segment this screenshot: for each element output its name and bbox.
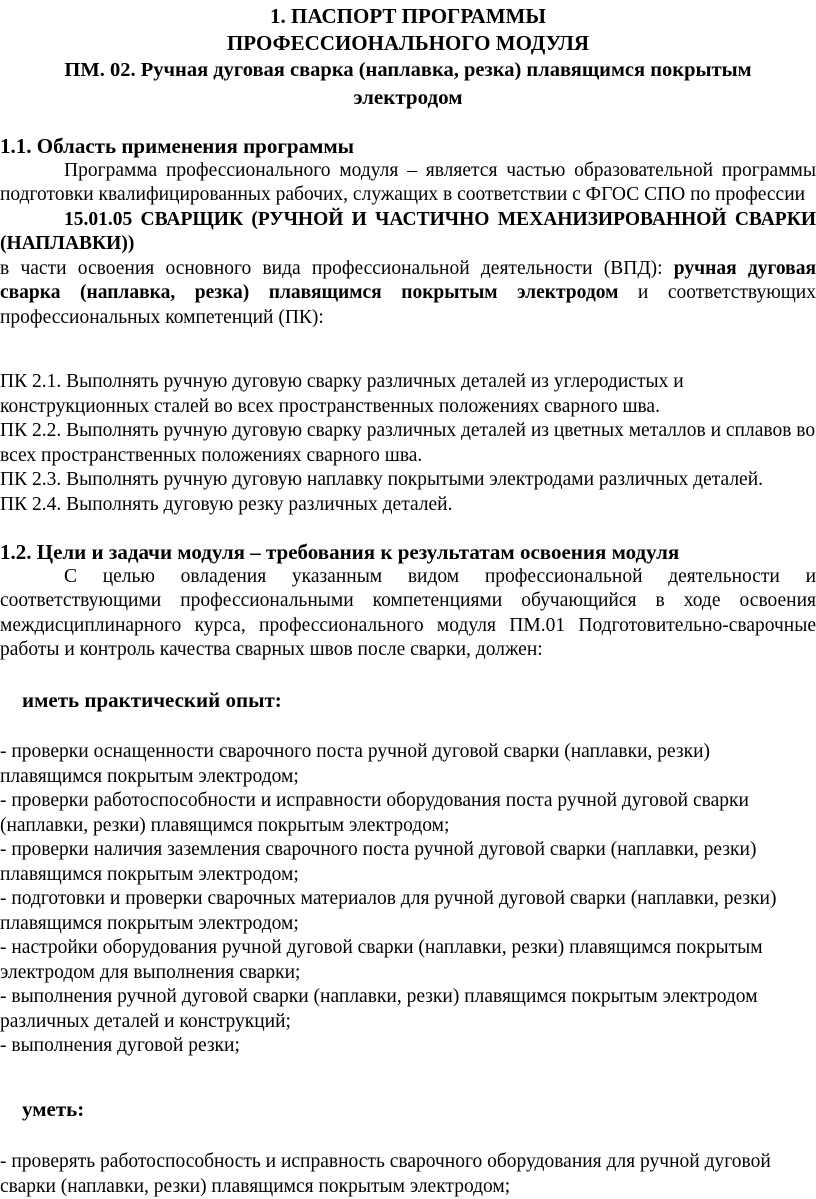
experience-item: - проверки работоспособности и исправности оборудования поста ручной дуговой сварки (наплавки, резки) плавящимся покрытым электродом; (0, 790, 749, 836)
skills-list (0, 1150, 816, 1199)
section-1-2-paragraph: С целью овладения указанным видом профессиональной деятельности и соответствующими профессиональными компетенциями обучающийся в ходе освоения междисциплинарного курса, профессионального модуля ПМ.01 Подготовительно-сварочные работы и контроль качества сварных швов после сварки, должен: (0, 565, 816, 660)
skills-heading: уметь: (22, 1097, 85, 1121)
pk-item: ПК 2.4. Выполнять дуговую резку различных деталей. (0, 493, 453, 515)
title-line-3: ПМ. 02. Ручная дуговая сварка (наплавка, резка) плавящимся покрытым (64, 59, 752, 81)
vpd-text-bold: ручная дуговая сварка (наплавка, резка) плавящимся покрытым электродом (0, 257, 816, 303)
pk-item: ПК 2.3. Выполнять ручную дуговую наплавку покрытыми электродами различных деталей. (0, 469, 764, 490)
experience-list (0, 740, 816, 1059)
vpd-text-post: и соответствующих профессиональных компетенций (ПК): (0, 282, 816, 328)
section-1-1 (0, 134, 816, 330)
profession-name: 15.01.05 СВАРЩИК (РУЧНОЙ И ЧАСТИЧНО МЕХАНИЗИРОВАННОЙ СВАРКИ (НАПЛАВКИ)) (0, 208, 816, 254)
experience-item: - подготовки и проверки сварочных материалов для ручной дуговой сварки (наплавки, резки) плавящимся покрытым электродом; (0, 888, 777, 934)
pk-item: ПК 2.2. Выполнять ручную дуговую сварку различных деталей из цветных металлов и сплавов во всех пространственных положениях сварного шва. (0, 420, 816, 466)
section-1-1-heading: 1.1. Область применения программы (0, 134, 355, 158)
experience-heading: иметь практический опыт: (22, 688, 282, 712)
vpd-text-pre: в части освоения основного вида профессиональной деятельности (ВПД): (0, 257, 674, 279)
experience-item: - выполнения ручной дуговой сварки (наплавки, резки) плавящимся покрытым электродом различных деталей и конструкций; (0, 986, 758, 1032)
experience-item: - настройки оборудования ручной дуговой сварки (наплавки, резки) плавящимся покрытым электродом для выполнения сварки; (0, 937, 763, 983)
pk-list (0, 370, 816, 517)
skills-item: - проверять работоспособность и исправность сварочного оборудования для ручной дуговой сварки (наплавки, резки) плавящимся покрытым электродом; (0, 1151, 771, 1197)
document-title (0, 3, 816, 111)
title-line-4: электродом (353, 85, 463, 109)
title-line-1: 1. ПАСПОРТ ПРОГРАММЫ (270, 4, 546, 28)
experience-item: - выполнения дуговой резки; (0, 1035, 240, 1056)
section-1-2 (0, 540, 816, 663)
section-1-2-heading: 1.2. Цели и задачи модуля – требования к результатам освоения модуля (0, 540, 680, 564)
pk-item: ПК 2.1. Выполнять ручную дуговую сварку различных деталей из углеродистых и конструкционных сталей во всех пространственных положениях сварного шва. (0, 371, 684, 417)
vpd-paragraph (0, 257, 816, 331)
experience-item: - проверки наличия заземления сварочного поста ручной дуговой сварки (наплавки, резки) плавящимся покрытым электродом; (0, 839, 757, 885)
experience-item: - проверки оснащенности сварочного поста ручной дуговой сварки (наплавки, резки) плавящимся покрытым электродом; (0, 741, 711, 787)
title-line-2: ПРОФЕССИОНАЛЬНОГО МОДУЛЯ (226, 31, 590, 55)
section-1-1-paragraph: Программа профессионального модуля – является частью образовательной программы подготовки квалифицированных рабочих, служащих в соответствии с ФГОС СПО по профессии (0, 159, 816, 205)
